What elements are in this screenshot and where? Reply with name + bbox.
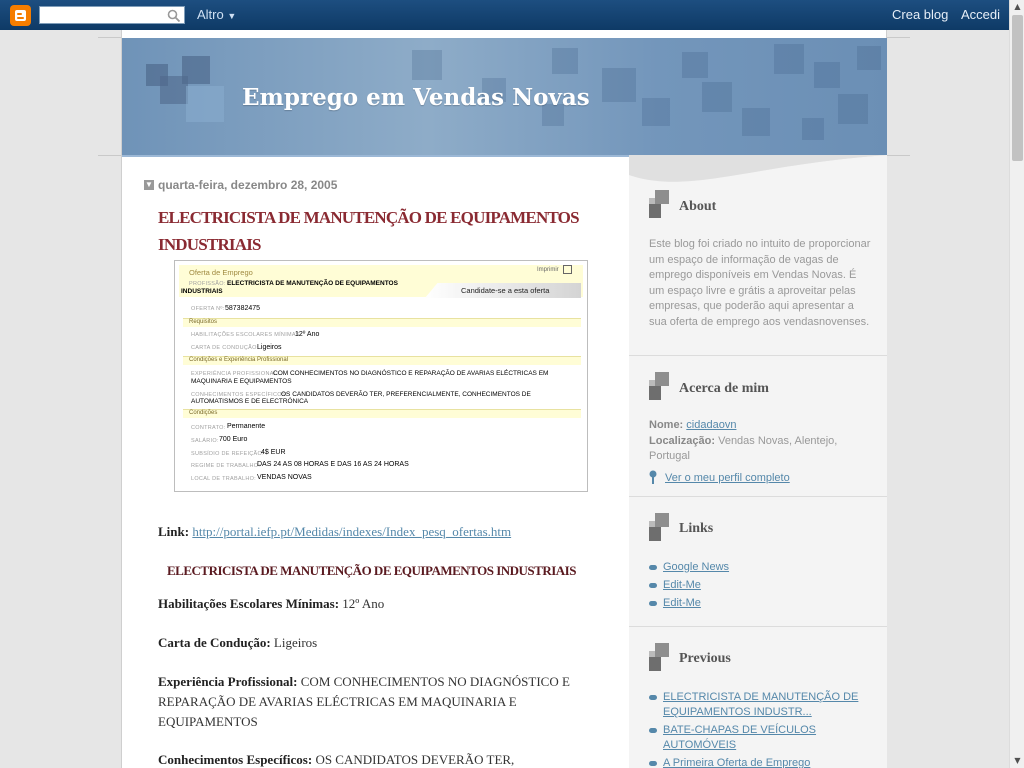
image-schedule-value: DAS 24 AS 08 HORAS E DAS 16 AS 24 HORAS: [257, 461, 409, 468]
post-date: quarta-feira, dezembro 28, 2005: [158, 178, 338, 192]
scroll-up-icon[interactable]: ▲: [1014, 2, 1021, 11]
image-profession-value: ELECTRICISTA DE MANUTENÇÃO DE EQUIPAMENTOS: [227, 280, 398, 287]
scroll-thumb[interactable]: [1012, 15, 1023, 161]
image-contract-label: CONTRATO:: [191, 425, 226, 431]
sidebar: [629, 155, 887, 768]
profile-title: Acerca de mim: [679, 381, 769, 396]
image-req-band: Requisitos: [189, 319, 218, 325]
field-school: [158, 594, 598, 614]
field-license-label: Carta de Condução:: [158, 635, 271, 650]
image-exp-label: EXPERIÊNCIA PROFISSIONAL:: [191, 371, 279, 377]
image-school-value: 12º Ano: [295, 331, 320, 338]
image-apply-label: Candidate-se a esta oferta: [461, 286, 550, 295]
image-meal-value: 4$ EUR: [261, 449, 286, 456]
blog-title[interactable]: Emprego em Vendas Novas: [242, 84, 590, 111]
header-square: [702, 82, 732, 112]
field-license-value: Ligeiros: [273, 635, 318, 650]
header-square: [814, 62, 840, 88]
about-title: About: [679, 199, 717, 214]
link-edit-me[interactable]: Edit-Me: [663, 597, 701, 609]
previous-post-link[interactable]: A Primeira Oferta de Emprego: [663, 757, 811, 768]
field-knowledge: [158, 750, 598, 768]
header-square: [552, 48, 578, 74]
header-square: [838, 94, 868, 124]
header-square: [186, 86, 224, 122]
print-icon: [563, 265, 572, 274]
image-license-label: CARTA DE CONDUÇÃO:: [191, 345, 259, 351]
profile-name-link[interactable]: cidadaovn: [686, 419, 737, 431]
list-item: [649, 596, 879, 611]
sidebar-links: [629, 497, 887, 627]
image-salary-label: SALÁRIO:: [191, 438, 219, 444]
post-link-line: [158, 524, 511, 540]
list-item: [649, 578, 879, 593]
image-header-label: Oferta de Emprego: [189, 268, 253, 277]
scroll-down-icon[interactable]: ▼: [1014, 756, 1021, 765]
profile-name-label: Nome:: [649, 419, 684, 431]
link-edit-me[interactable]: Edit-Me: [663, 579, 701, 591]
profile-location-value: Vendas Novas, Alentejo, Portugal: [649, 434, 838, 462]
profile-location-label: Localização:: [649, 434, 716, 447]
profile-pin-icon: [649, 470, 657, 484]
previous-title: Previous: [679, 651, 731, 666]
sidebar-previous: [629, 627, 887, 768]
header-square: [682, 52, 708, 78]
image-print-label: Imprimir: [537, 267, 559, 273]
previous-post-link[interactable]: ELECTRICISTA DE MANUTENÇÃO DE EQUIPAMENTOS INDUSTR...: [663, 691, 859, 718]
image-profession-value2: INDUSTRIAIS: [181, 288, 223, 295]
blogger-logo-icon[interactable]: [10, 5, 31, 26]
image-band: [183, 356, 581, 365]
header-square: [642, 98, 670, 126]
squares-icon: [649, 190, 671, 220]
header-square: [742, 108, 770, 136]
field-license: [158, 633, 598, 653]
arrow-down-icon: ▼: [145, 180, 153, 189]
more-menu-label: Altro: [197, 7, 224, 22]
squares-icon: [649, 643, 671, 673]
list-item: [649, 560, 879, 575]
job-offer-image[interactable]: [174, 260, 588, 492]
list-item: [649, 690, 879, 720]
field-experience: [158, 672, 598, 732]
image-contract-value: Permanente: [227, 423, 266, 430]
header-square: [774, 44, 804, 74]
image-exp-band: Condições e Experiência Profissional: [189, 357, 289, 363]
sign-in-link[interactable]: Accedi: [961, 7, 1001, 22]
blog-outer-wrapper: [121, 30, 887, 768]
chevron-down-icon: ▼: [227, 11, 237, 21]
offer-link[interactable]: http://portal.iefp.pt/Medidas/indexes/Index_pesq_ofertas.htm: [192, 524, 512, 539]
list-item: [649, 723, 879, 753]
sidebar-profile: [629, 356, 887, 497]
field-exp-value: COM CONHECIMENTOS NO DIAGNÓSTICO E REPARAÇÃO DE AVARIAS ELÉCTRICAS EM MAQUINARIA E EQUIPAMENTOS: [158, 674, 570, 729]
post-title[interactable]: ELECTRICISTA DE MANUTENÇÃO DE EQUIPAMENTOS INDUSTRIAIS: [158, 208, 579, 254]
image-know-label: CONHECIMENTOS ESPECÍFICOS:: [191, 392, 288, 398]
header-square: [602, 68, 636, 102]
about-text: Este blog foi criado no intuito de proporcionar um espaço de informação de vagas de emprego disponíveis em Vendas Novas. É um espaço livre e grátis a aproveitar pelas empresas, que poderão aqui apresentar a sua oferta de emprego aos vendasnovenses.: [649, 238, 871, 328]
image-band: [183, 318, 581, 327]
previous-post-link[interactable]: BATE-CHAPAS DE VEÍCULOS AUTOMÓVEIS: [663, 724, 817, 751]
image-license-value: Ligeiros: [257, 344, 282, 351]
image-know-value2: AUTOMATISMOS E DE ELECTRÓNICA: [191, 398, 309, 405]
blogger-navbar: [0, 0, 1009, 30]
squares-icon: [649, 513, 671, 543]
image-exp-value2: MAQUINARIA E EQUIPAMENTOS: [191, 378, 292, 385]
header-square: [802, 118, 824, 140]
header-square: [160, 76, 188, 104]
sidebar-about: [629, 155, 887, 356]
post-date-header: [144, 178, 337, 192]
image-know-value: OS CANDIDATOS DEVERÃO TER, PREFERENCIALMENTE, CONHECIMENTOS DE: [281, 391, 531, 398]
squares-icon: [649, 372, 671, 402]
image-exp-value: COM CONHECIMENTOS NO DIAGNÓSTICO E REPARAÇÃO DE AVARIAS ELÉCTRICAS EM: [273, 370, 549, 377]
field-school-value: 12º Ano: [342, 596, 385, 611]
header-square: [412, 50, 442, 80]
post-subtitle: ELECTRICISTA DE MANUTENÇÃO DE EQUIPAMENTOS INDUSTRIAIS: [167, 563, 576, 578]
image-salary-value: 700 Euro: [219, 436, 248, 443]
link-google-news[interactable]: Google News: [663, 561, 730, 573]
profile-details: [649, 418, 871, 465]
link-label: Link:: [158, 524, 190, 539]
search-icon[interactable]: [167, 8, 181, 27]
search-input[interactable]: [39, 6, 185, 24]
previous-list: [649, 690, 879, 768]
create-blog-link[interactable]: Crea blog: [892, 7, 949, 22]
image-band: [183, 409, 581, 418]
links-title: Links: [679, 521, 714, 536]
blog-header: [122, 38, 887, 155]
field-know-value: OS CANDIDATOS DEVERÃO TER,: [315, 752, 515, 767]
image-meal-label: SUBSÍDIO DE REFEIÇÃO:: [191, 451, 264, 457]
full-profile-link[interactable]: Ver o meu perfil completo: [665, 472, 790, 484]
field-know-label: Conhecimentos Específicos:: [158, 752, 313, 767]
image-place-value: VENDAS NOVAS: [257, 474, 312, 481]
list-item: [649, 756, 879, 768]
image-offer-no: 587382475: [225, 305, 261, 312]
more-menu[interactable]: [197, 7, 236, 22]
image-schedule-label: REGIME DE TRABALHO:: [191, 463, 261, 469]
image-offer-no-label: OFERTA Nº:: [191, 306, 225, 312]
links-list: [649, 560, 879, 614]
image-place-label: LOCAL DE TRABALHO:: [191, 476, 257, 482]
field-exp-label: Experiência Profissional:: [158, 674, 298, 689]
header-square: [857, 46, 881, 70]
page-scrollbar[interactable]: [1009, 0, 1024, 768]
image-school-label: HABILITAÇÕES ESCOLARES MÍNIMAS:: [191, 332, 302, 338]
image-cond-band: Condições: [189, 410, 218, 416]
image-profession-label: PROFISSÃO:: [189, 281, 226, 287]
field-school-label: Habilitações Escolares Mínimas:: [158, 596, 340, 611]
